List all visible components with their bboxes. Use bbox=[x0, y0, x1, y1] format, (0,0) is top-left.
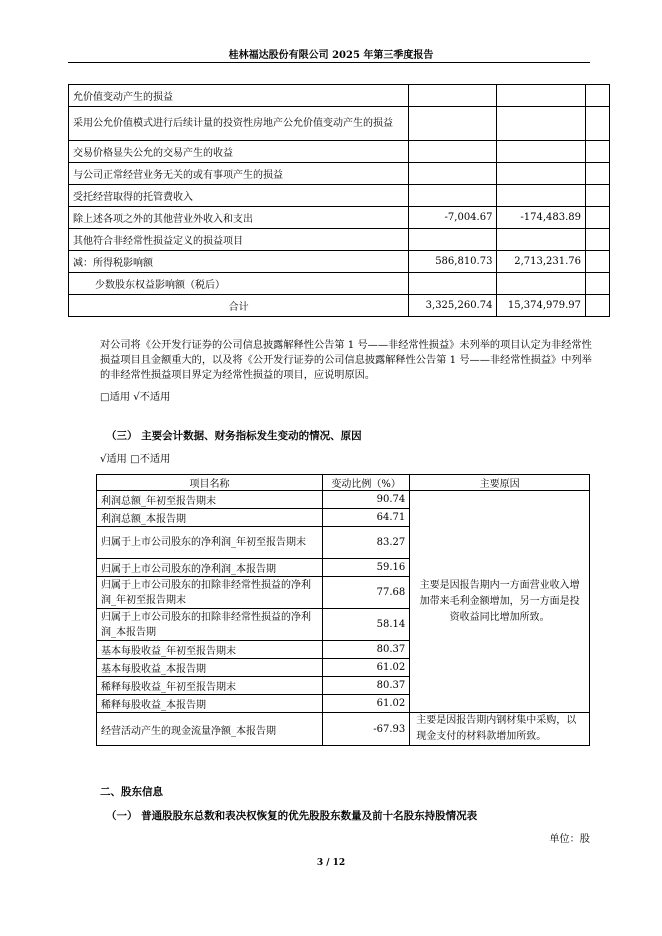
section-3-title: （三） 主要会计数据、财务指标发生变动的情况、原因 bbox=[106, 430, 362, 442]
note-text: 对公司将《公开发行证券的公司信息披露解释性公告第 1 号——非经常性损益》未列举的项目认定为非经常性损益项目且金额重大的，以及将《公开发行证券的公司信息披露解释性公告第 1 号——非经常性损益》中列举的非经常性损益项目界定为经常性损益的项目，应说明原因。 bbox=[100, 340, 592, 381]
row-value-a: -7,004.67 bbox=[409, 207, 497, 229]
row-value-a bbox=[409, 229, 497, 251]
row-value-a bbox=[409, 141, 497, 163]
item-name: 稀释每股收益_本报告期 bbox=[97, 695, 323, 713]
table-row bbox=[69, 229, 610, 251]
report-header: 桂林福达股份有限公司 2025 年第三季度报告 bbox=[228, 50, 434, 61]
item-pct: 80.37 bbox=[322, 641, 409, 659]
item-pct: 77.68 bbox=[322, 577, 409, 609]
item-pct: 59.16 bbox=[322, 559, 409, 577]
row-value-a: 586,810.73 bbox=[409, 251, 497, 273]
item-pct: 90.74 bbox=[322, 491, 409, 509]
shareholder-subtitle: （一） 普通股股东总数和表决权恢复的优先股股东数量及前十名股东持股情况表 bbox=[106, 810, 478, 822]
row-label: 交易价格显失公允的交易产生的收益 bbox=[69, 141, 409, 163]
row-value-b: 2,713,231.76 bbox=[497, 251, 586, 273]
item-name: 归属于上市公司股东的净利润_年初至报告期末 bbox=[97, 527, 323, 559]
table-row bbox=[69, 251, 610, 273]
item-name: 归属于上市公司股东的净利润_本报告期 bbox=[97, 559, 323, 577]
row-value-b bbox=[497, 141, 586, 163]
item-pct: 61.02 bbox=[322, 659, 409, 677]
table-row bbox=[97, 491, 590, 509]
row-value-b bbox=[497, 229, 586, 251]
row-value-a bbox=[409, 85, 497, 107]
note-applicability: □适用 √不适用 bbox=[100, 392, 171, 403]
row-value-a bbox=[409, 107, 497, 141]
row-label: 少数股东权益影响额（税后） bbox=[69, 273, 409, 295]
item-name: 经营活动产生的现金流量净额_本报告期 bbox=[97, 713, 323, 746]
table-row bbox=[69, 163, 610, 185]
row-value-b bbox=[497, 185, 586, 207]
item-name: 归属于上市公司股东的扣除非经常性损益的净利润_本报告期 bbox=[97, 609, 323, 641]
table-row bbox=[69, 273, 610, 295]
total-value-a: 3,325,260.74 bbox=[409, 295, 497, 317]
header-reason: 主要原因 bbox=[410, 475, 590, 491]
header-divider bbox=[68, 62, 590, 63]
row-value-a bbox=[409, 273, 497, 295]
indicator-change-table bbox=[96, 474, 590, 746]
row-value-b bbox=[497, 163, 586, 185]
item-pct: 58.14 bbox=[322, 609, 409, 641]
table-row bbox=[69, 107, 610, 141]
item-name: 基本每股收益_年初至报告期末 bbox=[97, 641, 323, 659]
row-value-b: -174,483.89 bbox=[497, 207, 586, 229]
item-pct: 61.02 bbox=[322, 695, 409, 713]
item-pct: 64.71 bbox=[322, 509, 409, 527]
item-pct: -67.93 bbox=[322, 713, 409, 746]
row-value-b bbox=[497, 273, 586, 295]
table-row bbox=[69, 185, 610, 207]
reason-cash: 主要是因报告期内钢材集中采购，以现金支付的材料款增加所致。 bbox=[410, 713, 590, 746]
item-pct: 83.27 bbox=[322, 527, 409, 559]
header-change-pct: 变动比例（%） bbox=[322, 475, 409, 491]
row-value-a bbox=[409, 163, 497, 185]
table-header-row bbox=[97, 475, 590, 491]
row-label: 受托经营取得的托管费收入 bbox=[69, 185, 409, 207]
row-label: 采用公允价值模式进行后续计量的投资性房地产公允价值变动产生的损益 bbox=[69, 107, 409, 141]
row-label: 除上述各项之外的其他营业外收入和支出 bbox=[69, 207, 409, 229]
row-label: 与公司正常经营业务无关的或有事项产生的损益 bbox=[69, 163, 409, 185]
row-value-b bbox=[497, 85, 586, 107]
row-value-b bbox=[497, 107, 586, 141]
row-label: 减：所得税影响额 bbox=[69, 251, 409, 273]
page-number: 3 / 12 bbox=[316, 858, 346, 868]
row-value-a bbox=[409, 185, 497, 207]
section-3-applicability: √适用 □不适用 bbox=[100, 454, 171, 465]
table-row bbox=[69, 207, 610, 229]
nonrecurring-note bbox=[100, 338, 592, 383]
item-name: 利润总额_年初至报告期末 bbox=[97, 491, 323, 509]
item-name: 稀释每股收益_年初至报告期末 bbox=[97, 677, 323, 695]
nonrecurring-gains-table bbox=[68, 84, 610, 317]
reason-profit: 主要是因报告期内一方面营业收入增加带来毛利金额增加，另一方面是投资收益同比增加所致。 bbox=[410, 491, 590, 713]
total-value-b: 15,374,979.97 bbox=[497, 295, 586, 317]
table-row bbox=[69, 85, 610, 107]
shareholder-section-title: 二、股东信息 bbox=[100, 786, 163, 798]
header-item-name: 项目名称 bbox=[97, 475, 323, 491]
item-name: 基本每股收益_本报告期 bbox=[97, 659, 323, 677]
table-row bbox=[97, 713, 590, 746]
item-pct: 80.37 bbox=[322, 677, 409, 695]
total-label: 合计 bbox=[69, 295, 409, 317]
row-label: 允价值变动产生的损益 bbox=[69, 85, 409, 107]
table-row-total bbox=[69, 295, 610, 317]
unit-label: 单位：股 bbox=[549, 834, 590, 845]
table-row bbox=[69, 141, 610, 163]
item-name: 利润总额_本报告期 bbox=[97, 509, 323, 527]
row-label: 其他符合非经常性损益定义的损益项目 bbox=[69, 229, 409, 251]
item-name: 归属于上市公司股东的扣除非经常性损益的净利润_年初至报告期末 bbox=[97, 577, 323, 609]
